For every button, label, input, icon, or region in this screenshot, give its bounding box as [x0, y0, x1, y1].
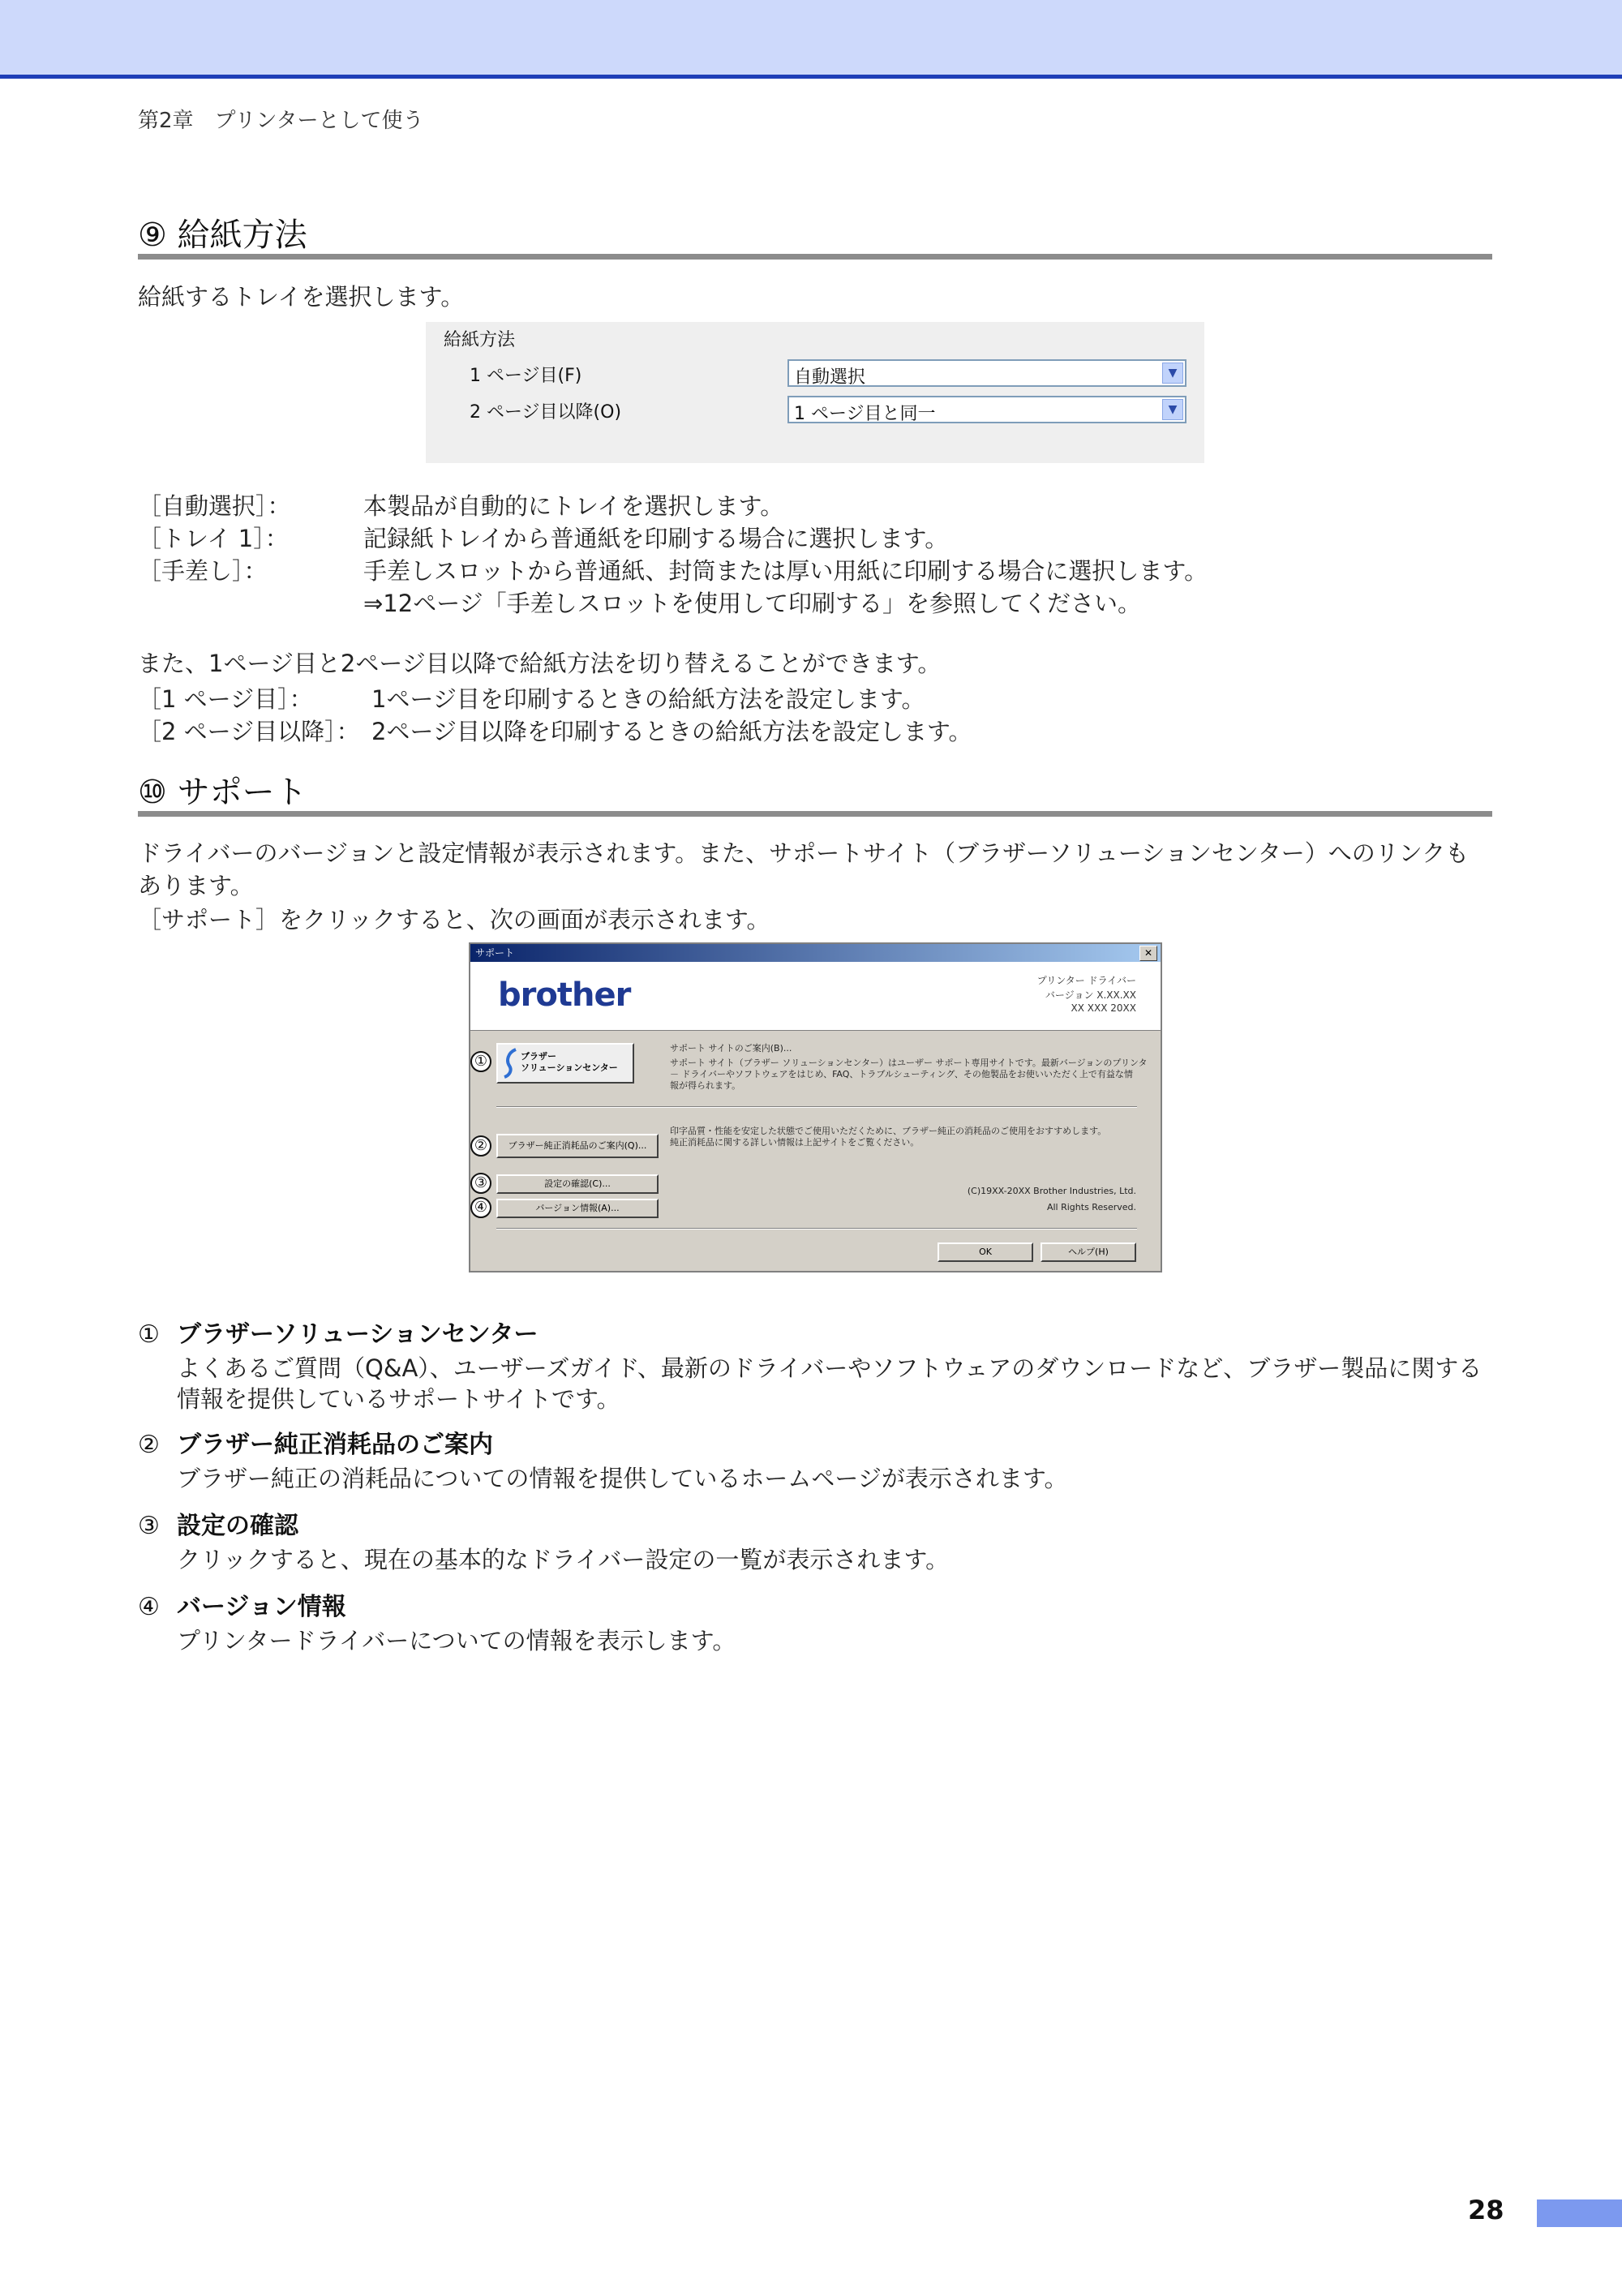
item-description: プリンタードライバーについての情報を表示します。 [177, 1627, 736, 1654]
dialog-titlebar [470, 944, 1161, 962]
page-def-term: ［2 ページ目以降］： [138, 718, 360, 745]
dialog-separator [496, 1106, 1137, 1108]
def-term: ［自動選択］： [138, 492, 291, 520]
item-number: ① [138, 1320, 160, 1349]
other-pages-select[interactable] [787, 396, 1186, 423]
item-heading-supplies [138, 1424, 493, 1460]
item-description: よくあるご質問（Q&A）、ユーザーズガイド、最新のドライバーやソフトウェアのダウンロードなど、ブラザー製品に関する情報を提供しているサポートサイトです。 [177, 1354, 1483, 1413]
solution-center-button[interactable]: ブラザー ソリューションセンター [496, 1043, 634, 1084]
supplies-button[interactable]: ブラザー純正消耗品のご案内(Q)... [496, 1134, 659, 1158]
section-divider [138, 811, 1492, 817]
panel-heading: 給紙方法 [444, 330, 516, 350]
dialog-header [470, 962, 1161, 1031]
def-desc: 本製品が自動的にトレイを選択します。 [363, 492, 784, 520]
page-switch-note: また、1ページ目と2ページ目以降で給紙方法を切り替えることができます。 [138, 650, 942, 677]
def-desc: 記録紙トレイから普通紙を印刷する場合に選択します。 [363, 525, 949, 552]
driver-date: XX XXX 20XX [1071, 1002, 1136, 1014]
def-desc: 手差しスロットから普通紙、封筒または厚い用紙に印刷する場合に選択します。 [363, 557, 1208, 585]
swoosh-icon [503, 1048, 521, 1079]
item-heading-solution-center [138, 1314, 539, 1350]
item-number: ④ [138, 1593, 160, 1621]
page-number: 28 [1468, 2195, 1504, 2225]
support-site-heading: サポート サイトのご案内(B)... [670, 1043, 792, 1054]
item-title: バージョン情報 [177, 1593, 346, 1621]
callout-3: ③ [470, 1173, 491, 1194]
item-title: ブラザーソリューションセンター [177, 1320, 539, 1349]
driver-name: プリンター ドライバー [1036, 975, 1136, 986]
first-page-label: 1 ページ目(F) [470, 366, 582, 386]
dialog-title: サポート [475, 947, 515, 959]
page-number-bar [1537, 2199, 1622, 2227]
item-heading-settings [138, 1505, 298, 1541]
version-info-button[interactable]: バージョン情報(A)... [496, 1199, 659, 1218]
item-number: ② [138, 1431, 160, 1459]
support-intro: ドライバーのバージョンと設定情報が表示されます。また、サポートサイト（ブラザーソリューションセンター）へのリンクもあります。 [138, 839, 1470, 899]
def-term: ［トレイ 1］： [138, 525, 289, 552]
chevron-down-icon[interactable]: ▼ [1162, 399, 1183, 420]
cross-reference: ⇒12ページ「手差しスロットを使用して印刷する」を参照してください。 [363, 590, 1142, 617]
other-pages-label: 2 ページ目以降(O) [470, 402, 622, 423]
rights-text: All Rights Reserved. [1046, 1202, 1136, 1212]
help-button[interactable]: ヘルプ(H) [1041, 1242, 1136, 1262]
page-def-term: ［1 ページ目］： [138, 685, 313, 713]
item-description: ブラザー純正の消耗品についての情報を提供しているホームページが表示されます。 [177, 1465, 1068, 1492]
section-title-paper-source: ⑨ 給紙方法 [138, 217, 307, 254]
section-title-support: ⑩ サポート [138, 774, 307, 811]
copyright-text: (C)19XX-20XX Brother Industries, Ltd. [967, 1186, 1136, 1196]
driver-version: バージョン X.XX.XX [1045, 989, 1136, 1001]
settings-check-button[interactable]: 設定の確認(C)... [496, 1174, 659, 1194]
section-divider [138, 254, 1492, 260]
callout-1: ① [470, 1051, 491, 1072]
first-page-select[interactable] [787, 359, 1186, 387]
support-click-instruction: ［サポート］をクリックすると、次の画面が表示されます。 [138, 906, 770, 933]
item-number: ③ [138, 1512, 160, 1540]
callout-2: ② [470, 1135, 491, 1157]
brother-logo: brother [498, 976, 631, 1014]
header-band [0, 0, 1622, 79]
paper-source-settings-panel [426, 322, 1204, 463]
first-page-select-value: 自動選択 [794, 367, 866, 388]
chevron-down-icon[interactable]: ▼ [1162, 363, 1183, 384]
chapter-label: 第2章 プリンターとして使う [138, 109, 424, 133]
dialog-separator [496, 1228, 1137, 1230]
page-def-desc: 2ページ目以降を印刷するときの給紙方法を設定します。 [371, 718, 972, 745]
section-intro: 給紙するトレイを選択します。 [138, 283, 465, 311]
callout-4: ④ [470, 1197, 491, 1218]
item-title: ブラザー純正消耗品のご案内 [177, 1431, 493, 1459]
item-description: クリックすると、現在の基本的なドライバー設定の一覧が表示されます。 [177, 1546, 950, 1573]
support-site-text: サポート サイト（ブラザー ソリューションセンター）はユーザー サポート専用サイトです。最新バージョンのプリンタ － ドライバーやソフトウェアをはじめ、FAQ、トラブルシューティング、その他製品をお使いいただく上で有益な情 報が得られます。 [670, 1058, 1148, 1091]
item-heading-version [138, 1586, 346, 1622]
close-icon[interactable]: ✕ [1139, 946, 1157, 961]
ok-button[interactable]: OK [938, 1242, 1033, 1262]
support-dialog [469, 942, 1162, 1272]
item-title: 設定の確認 [177, 1512, 298, 1540]
page-def-desc: 1ページ目を印刷するときの給紙方法を設定します。 [371, 685, 925, 713]
supplies-text: 印字品質・性能を安定した状態でご使用いただくために、ブラザー純正の消耗品のご使用をおすすめします。 純正消耗品に関する詳しい情報は上記サイトをご覧ください。 [670, 1126, 1107, 1148]
def-term: ［手差し］： [138, 557, 268, 585]
other-pages-select-value: 1 ページ目と同一 [794, 404, 936, 424]
